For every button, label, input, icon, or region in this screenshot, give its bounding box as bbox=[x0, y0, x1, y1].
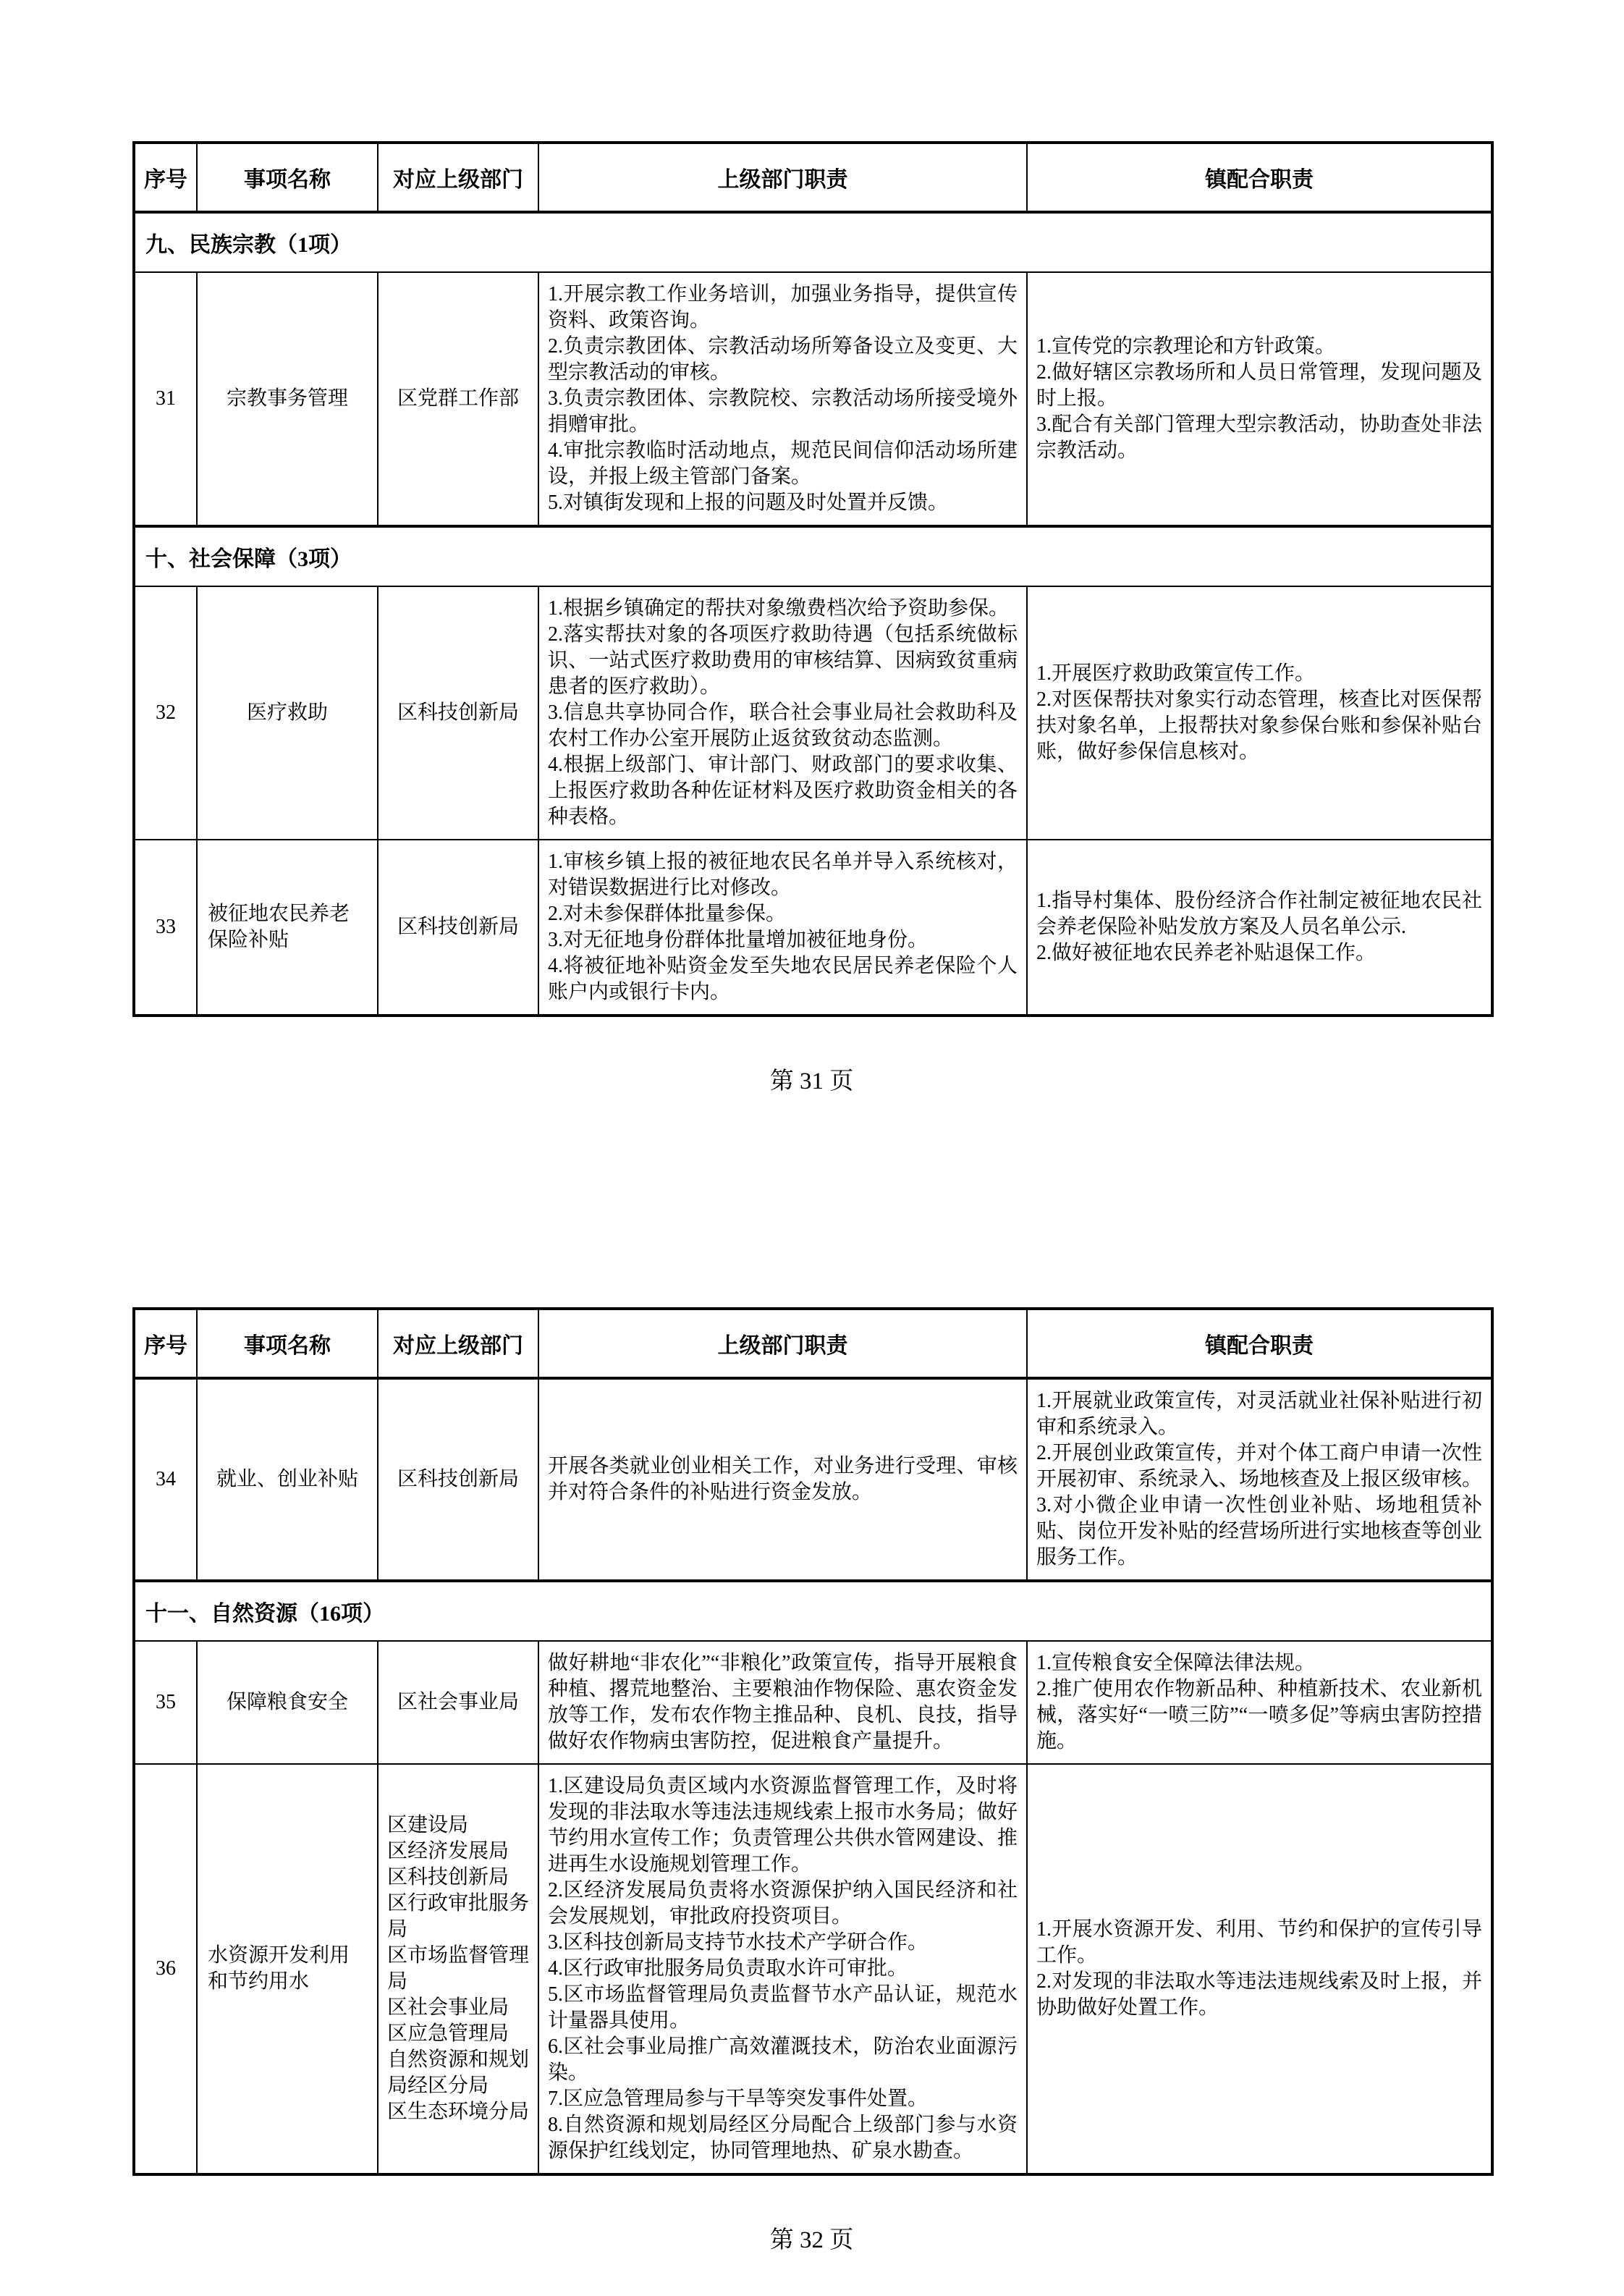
cell-item-name: 宗教事务管理 bbox=[197, 272, 378, 526]
town-duty-paragraph: 1.指导村集体、股份经济合作社制定被征地农民社会养老保险补贴发放方案及人员名单公示. bbox=[1036, 890, 1482, 938]
dept-line: 区应急管理局 bbox=[387, 2022, 509, 2045]
superior-duty-paragraph: 4.根据上级部门、审计部门、财政部门的要求收集、上报医疗救助各种佐证材料及医疗救助资金相关的各种表格。 bbox=[548, 754, 1018, 828]
dept-line: 区科技创新局 bbox=[397, 1468, 519, 1490]
superior-duty-paragraph: 4.将被征地补贴资金发至失地农民居民养老保险个人账户内或银行卡内。 bbox=[548, 955, 1018, 1003]
page-break-gap bbox=[132, 1096, 1491, 1307]
dept-line: 区建设局 bbox=[387, 1814, 469, 1836]
cell-town-duties bbox=[1027, 586, 1492, 840]
table-row bbox=[134, 1764, 1492, 2174]
cell-town-duties bbox=[1027, 1764, 1492, 2174]
superior-duty-paragraph: 1.根据乡镇确定的帮扶对象缴费档次给予资助参保。 bbox=[548, 597, 1010, 620]
cell-town-duties bbox=[1027, 1378, 1492, 1581]
superior-duty-paragraph: 3.负责宗教团体、宗教院校、宗教活动场所接受境外捐赠审批。 bbox=[548, 387, 1018, 436]
superior-duty-paragraph: 2.落实帮扶对象的各项医疗救助待遇（包括系统做标识、一站式医疗救助费用的审核结算、因病致贫重病患者的医疗救助）。 bbox=[548, 623, 1018, 698]
page-number-32: 第 32 页 bbox=[769, 2227, 854, 2253]
cell-seq: 34 bbox=[134, 1378, 197, 1581]
cell-town-duties bbox=[1027, 272, 1492, 526]
page-number-31: 第 31 页 bbox=[769, 1068, 854, 1094]
cell-dept bbox=[378, 1641, 538, 1764]
town-duty-paragraph: 2.对医保帮扶对象实行动态管理，核查比对医保帮扶对象名单，上报帮扶对象参保台账和参保补贴台账，做好参保信息核对。 bbox=[1036, 688, 1483, 763]
dept-line: 区市场监督管理局 bbox=[387, 1944, 530, 1993]
col-header-town-duties: 镇配合职责 bbox=[1027, 143, 1492, 212]
col-header-seq: 序号 bbox=[134, 143, 197, 212]
col-header-item-name: 事项名称 bbox=[197, 143, 378, 212]
superior-duty-paragraph: 4.审批宗教临时活动地点，规范民间信仰活动场所建设，并报上级主管部门备案。 bbox=[548, 439, 1018, 488]
table-row bbox=[134, 1641, 1492, 1764]
table-row bbox=[134, 272, 1492, 526]
town-duty-paragraph: 2.对发现的非法取水等违法违规线索及时上报，并协助做好处置工作。 bbox=[1036, 1970, 1482, 2019]
town-duty-paragraph: 2.开展创业政策宣传，并对个体工商户申请一次性开展初审、系统录入、场地核查及上报区级审核。 bbox=[1036, 1442, 1483, 1490]
col-header-superior-duties: 上级部门职责 bbox=[538, 1309, 1027, 1378]
dept-line: 区生态环境分局 bbox=[387, 2101, 530, 2123]
section-title: 十一、自然资源（16项） bbox=[134, 1581, 1492, 1641]
col-header-item-name: 事项名称 bbox=[197, 1309, 378, 1378]
dept-line: 区党群工作部 bbox=[397, 387, 519, 410]
col-header-seq: 序号 bbox=[134, 1309, 197, 1378]
cell-superior-duties bbox=[538, 1641, 1027, 1764]
town-duty-paragraph: 3.配合有关部门管理大型宗教活动，协助查处非法宗教活动。 bbox=[1036, 413, 1482, 462]
cell-item-name: 被征地农民养老保险补贴 bbox=[197, 840, 378, 1016]
superior-duty-paragraph: 2.负责宗教团体、宗教活动场所筹备设立及变更、大型宗教活动的审核。 bbox=[548, 335, 1018, 384]
cell-superior-duties bbox=[538, 840, 1027, 1016]
table-header-row bbox=[134, 143, 1492, 212]
section-row bbox=[134, 1581, 1492, 1641]
cell-superior-duties bbox=[538, 1764, 1027, 2174]
table-header-row bbox=[134, 1309, 1492, 1378]
superior-duty-paragraph: 6.区社会事业局推广高效灌溉技术，防治农业面源污染。 bbox=[548, 2035, 1018, 2084]
dept-line: 自然资源和规划局经区分局 bbox=[387, 2048, 530, 2097]
superior-duty-paragraph: 8.自然资源和规划局经区分局配合上级部门参与水资源保护红线划定，协同管理地热、矿泉水勘查。 bbox=[548, 2114, 1018, 2162]
superior-duty-paragraph: 1.开展宗教工作业务培训，加强业务指导，提供宣传资料、政策咨询。 bbox=[548, 283, 1018, 332]
superior-duty-paragraph: 3.信息共享协同合作，联合社会事业局社会救助科及农村工作办公室开展防止返贫致贫动态监测。 bbox=[548, 701, 1018, 750]
cell-item-name: 保障粮食安全 bbox=[197, 1641, 378, 1764]
cell-seq: 32 bbox=[134, 586, 197, 840]
table-body-page-32 bbox=[134, 1378, 1492, 2174]
cell-town-duties bbox=[1027, 1641, 1492, 1764]
table-body-page-31 bbox=[134, 212, 1492, 1016]
cell-superior-duties bbox=[538, 1378, 1027, 1581]
duties-table-page-32 bbox=[132, 1307, 1494, 2176]
cell-dept bbox=[378, 1764, 538, 2174]
cell-dept bbox=[378, 272, 538, 526]
table-row bbox=[134, 586, 1492, 840]
table-row bbox=[134, 840, 1492, 1016]
duties-table-page-31 bbox=[132, 141, 1494, 1017]
town-duty-paragraph: 2.做好辖区宗教场所和人员日常管理，发现问题及时上报。 bbox=[1036, 361, 1482, 410]
cell-dept bbox=[378, 840, 538, 1016]
section-row bbox=[134, 212, 1492, 272]
town-duty-paragraph: 1.宣传粮食安全保障法律法规。 bbox=[1036, 1652, 1316, 1674]
cell-dept bbox=[378, 586, 538, 840]
col-header-town-duties: 镇配合职责 bbox=[1027, 1309, 1492, 1378]
cell-seq: 36 bbox=[134, 1764, 197, 2174]
town-duty-paragraph: 2.推广使用农作物新品种、种植新技术、农业新机械，落实好“一喷三防”“一喷多促”等病虫害防控措施。 bbox=[1036, 1678, 1482, 1752]
cell-seq: 33 bbox=[134, 840, 197, 1016]
superior-duty-paragraph: 1.审核乡镇上报的被征地农民名单并导入系统核对，对错误数据进行比对修改。 bbox=[548, 851, 1018, 899]
cell-seq: 35 bbox=[134, 1641, 197, 1764]
superior-duty-paragraph: 5.区市场监督管理局负责监督节水产品认证，规范水计量器具使用。 bbox=[548, 1983, 1018, 2032]
cell-town-duties bbox=[1027, 840, 1492, 1016]
dept-line: 区科技创新局 bbox=[397, 916, 519, 938]
col-header-dept: 对应上级部门 bbox=[378, 1309, 538, 1378]
superior-duty-paragraph: 2.区经济发展局负责将水资源保护纳入国民经济和社会发展规划，审批政府投资项目。 bbox=[548, 1879, 1018, 1928]
dept-line: 区社会事业局 bbox=[397, 1691, 519, 1713]
dept-line: 区社会事业局 bbox=[387, 1996, 509, 2019]
dept-line: 区科技创新局 bbox=[387, 1866, 509, 1888]
col-header-dept: 对应上级部门 bbox=[378, 143, 538, 212]
cell-dept bbox=[378, 1378, 538, 1581]
superior-duty-paragraph: 5.对镇街发现和上报的问题及时处置并反馈。 bbox=[548, 491, 949, 514]
superior-duty-paragraph: 3.区科技创新局支持节水技术产学研合作。 bbox=[548, 1931, 929, 1954]
town-duty-paragraph: 1.开展水资源开发、利用、节约和保护的宣传引导工作。 bbox=[1036, 1918, 1482, 1967]
town-duty-paragraph: 1.宣传党的宗教理论和方针政策。 bbox=[1036, 335, 1336, 358]
superior-duty-paragraph: 开展各类就业创业相关工作，对业务进行受理、审核并对符合条件的补贴进行资金发放。 bbox=[548, 1455, 1018, 1503]
cell-seq: 31 bbox=[134, 272, 197, 526]
section-title: 九、民族宗教（1项） bbox=[134, 212, 1492, 272]
town-duty-paragraph: 3.对小微企业申请一次性创业补贴、场地租赁补贴、岗位开发补贴的经营场所进行实地核查等创业服务工作。 bbox=[1036, 1494, 1483, 1569]
town-duty-paragraph: 1.开展医疗救助政策宣传工作。 bbox=[1036, 662, 1316, 685]
cell-item-name: 医疗救助 bbox=[197, 586, 378, 840]
superior-duty-paragraph: 1.区建设局负责区域内水资源监督管理工作，及时将发现的非法取水等违法违规线索上报市水务局；做好节约用水宣传工作；负责管理公共供水管网建设、推进再生水设施规划管理工作。 bbox=[548, 1775, 1018, 1875]
cell-item-name: 就业、创业补贴 bbox=[197, 1378, 378, 1581]
superior-duty-paragraph: 3.对无征地身份群体批量增加被征地身份。 bbox=[548, 929, 929, 951]
dept-line: 区经济发展局 bbox=[387, 1840, 509, 1862]
superior-duty-paragraph: 7.区应急管理局参与干旱等突发事件处置。 bbox=[548, 2088, 929, 2110]
table-row bbox=[134, 1378, 1492, 1581]
section-row bbox=[134, 526, 1492, 586]
cell-superior-duties bbox=[538, 586, 1027, 840]
cell-item-name: 水资源开发利用和节约用水 bbox=[197, 1764, 378, 2174]
town-duty-paragraph: 2.做好被征地农民养老补贴退保工作。 bbox=[1036, 942, 1376, 964]
town-duty-paragraph: 1.开展就业政策宣传，对灵活就业社保补贴进行初审和系统录入。 bbox=[1036, 1390, 1482, 1438]
dept-line: 区行政审批服务局 bbox=[387, 1892, 530, 1941]
cell-superior-duties bbox=[538, 272, 1027, 526]
section-title: 十、社会保障（3项） bbox=[134, 526, 1492, 586]
superior-duty-paragraph: 2.对未参保群体批量参保。 bbox=[548, 903, 787, 925]
superior-duty-paragraph: 做好耕地“非农化”“非粮化”政策宣传，指导开展粮食种植、撂荒地整治、主要粮油作物保险、惠农资金发放等工作，发布农作物主推品种、良机、良技，指导做好农作物病虫害防控，促进粮食产量提升。 bbox=[548, 1652, 1018, 1752]
superior-duty-paragraph: 4.区行政审批服务局负责取水许可审批。 bbox=[548, 1957, 908, 1980]
col-header-superior-duties: 上级部门职责 bbox=[538, 143, 1027, 212]
dept-line: 区科技创新局 bbox=[397, 701, 519, 724]
